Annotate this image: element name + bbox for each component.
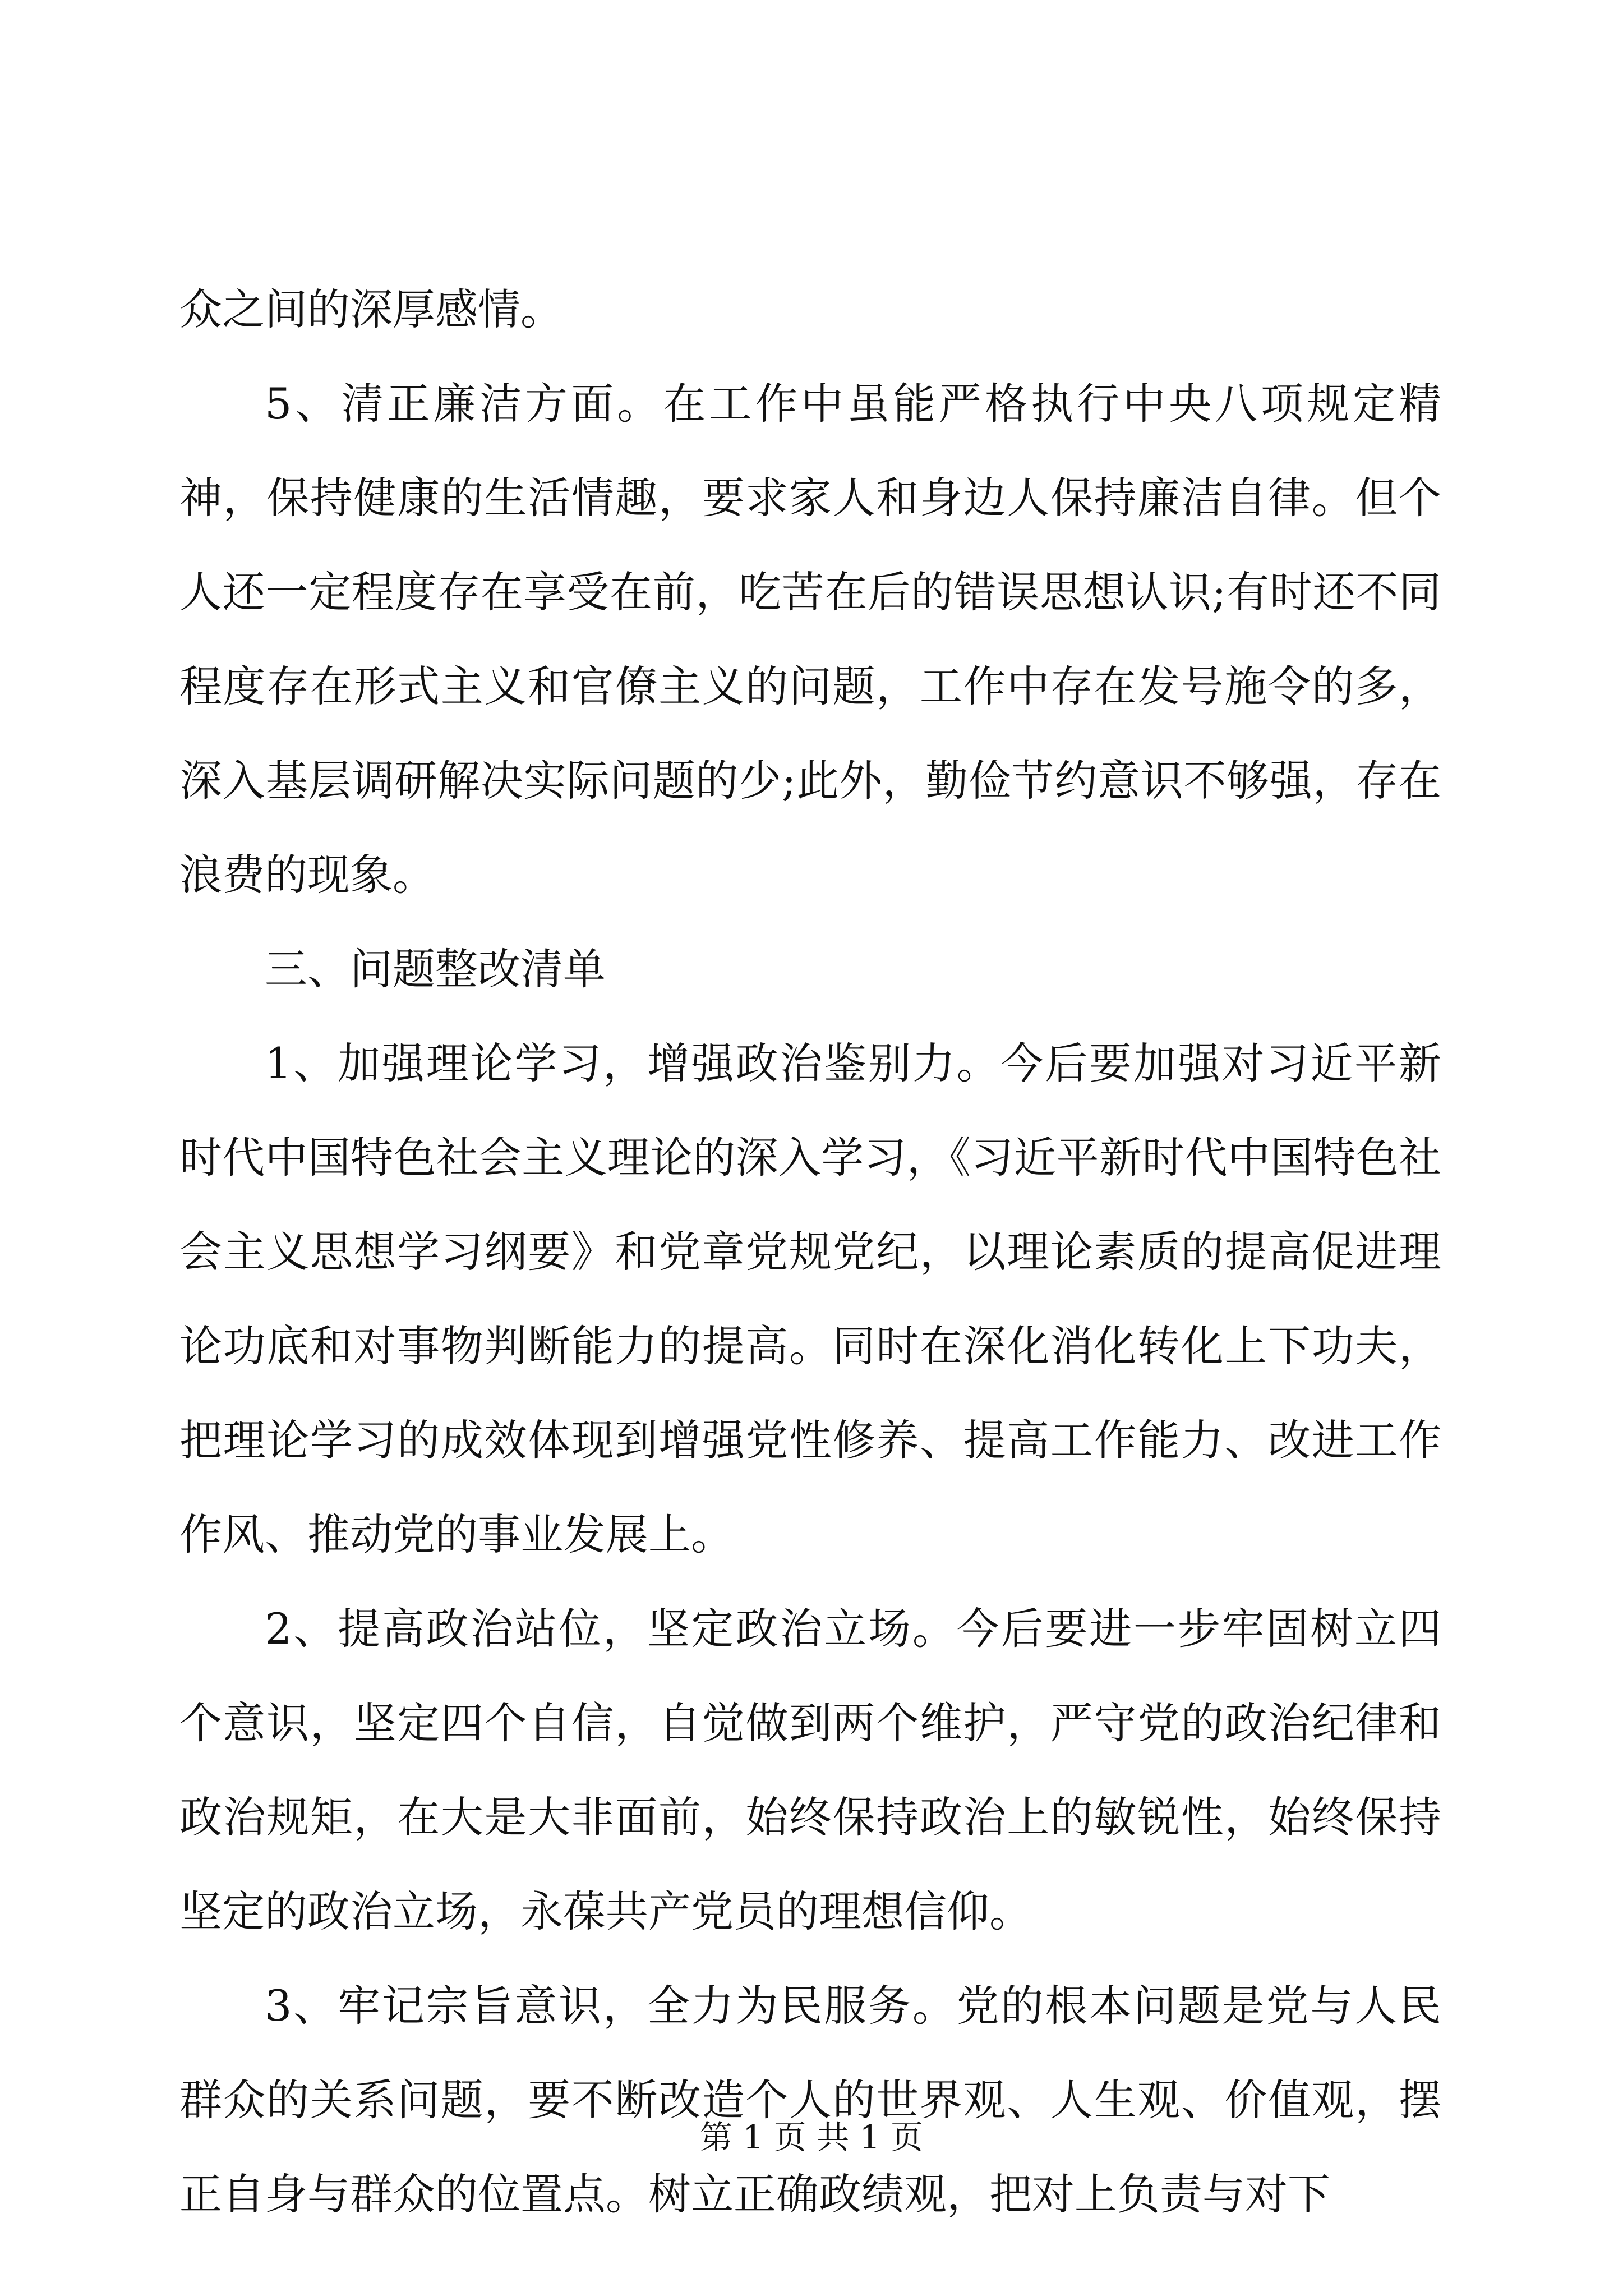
document-body [179,263,1441,2242]
paragraph-item-2-political-stance: 2、提高政治站位，坚定政治立场。今后要进一步牢固树立四个意识，坚定四个自信，自觉做到两个维护，严守党的政治纪律和政治规矩，在大是大非面前，始终保持政治上的敏锐性，始终保持坚定的政治立场，永葆共产党员的理想信仰。 [179,1604,1441,1936]
paragraph-item-1-theory-study: 1、加强理论学习，增强政治鉴别力。今后要加强对习近平新时代中国特色社会主义理论的深入学习，《习近平新时代中国特色社会主义思想学习纲要》和党章党规党纪，以理论素质的提高促进理论功底和对事物判断能力的提高。同时在深化消化转化上下功夫，把理论学习的成效体现到增强党性修养、提高工作能力、改进工作作风、推动党的事业发展上。 [179,1038,1441,1559]
paragraph-continuation: 众之间的深厚感情。 [179,284,563,334]
section-heading-rectification-list: 三、问题整改清单 [265,944,606,994]
paragraph-item-3-serve-people: 3、牢记宗旨意识，全力为民服务。党的根本问题是党与人民群众的关系问题，要不断改造个人的世界观、人生观、价值观，摆正自身与群众的位置点。树立正确政绩观，把对上负责与对下 [179,1981,1441,2219]
paragraph-item-5-integrity: 5、清正廉洁方面。在工作中虽能严格执行中央八项规定精神，保持健康的生活情趣，要求家人和身边人保持廉洁自律。但个人还一定程度存在享受在前，吃苦在后的错误思想认识;有时还不同程度存在形式主义和官僚主义的问题，工作中存在发号施令的多，深入基层调研解决实际问题的少;此外，勤俭节约意识不够强，存在浪费的现象。 [179,379,1441,900]
page-number-footer: 第 1 页 共 1 页 [700,2118,923,2156]
